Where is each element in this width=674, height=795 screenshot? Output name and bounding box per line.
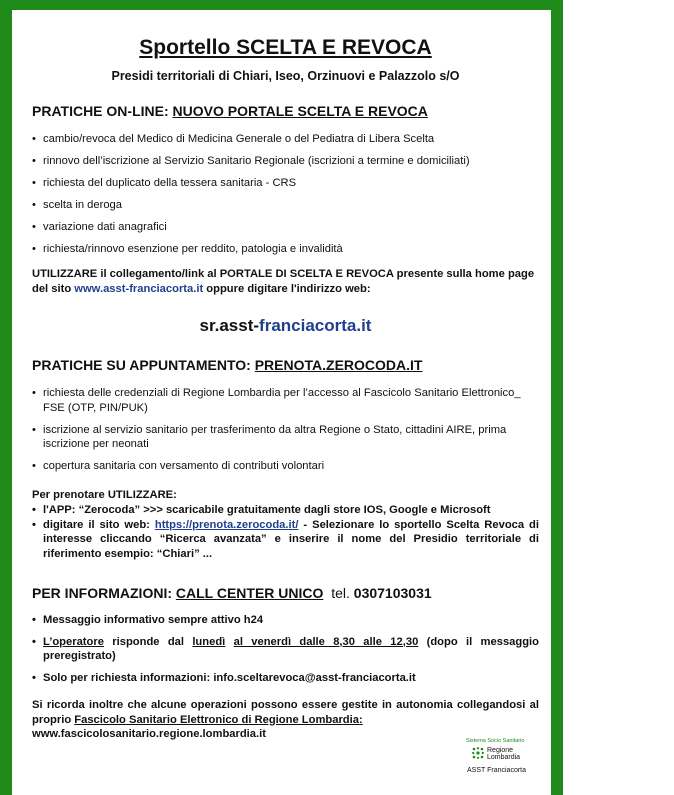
- section-online-prefix: PRATICHE ON-LINE:: [32, 103, 169, 119]
- section-appointment-heading: [32, 357, 422, 373]
- hours-note: (dopo il messaggio preregistrato): [43, 635, 539, 662]
- list-item: • cambio/revoca del Medico di Medicina Generale o del Pediatra di Libera Scelta: [32, 132, 539, 147]
- operator-text: L’operatore: [43, 635, 104, 648]
- info-item: [32, 635, 539, 664]
- list-item: • richiesta del duplicato della tessera sanitaria - CRS: [32, 176, 539, 191]
- info-list: [32, 613, 539, 685]
- logo-asst-text: ASST Franciacorta: [467, 767, 527, 774]
- section-info-prefix: PER INFORMAZIONI:: [32, 585, 172, 601]
- zerocoda-url-link[interactable]: https://prenota.zerocoda.it/: [154, 518, 299, 531]
- list-item: • iscrizione al servizio sanitario per trasferimento da altra Regione o Stato, cittadini AIRE, prima iscrizione per neonati: [32, 423, 539, 452]
- list-item: • scelta in deroga: [32, 198, 539, 213]
- page-title: Sportello SCELTA E REVOCA: [139, 36, 432, 59]
- hours-text-1: risponde dal: [112, 635, 184, 648]
- booking-app-item: • l'APP: “Zerocoda” >>> scaricabile gratuitamente dagli store IOS, Google e Microsoft: [32, 503, 539, 518]
- booking-title: Per prenotare UTILIZZARE:: [32, 489, 177, 501]
- list-item: • copertura sanitaria con versamento di contributi volontari: [32, 459, 539, 474]
- tel-label: tel.: [331, 585, 350, 601]
- page-subtitle: Presidi territoriali di Chiari, Iseo, Orzinuovi e Palazzolo s/O: [111, 69, 460, 83]
- zerocoda-link[interactable]: PRENOTA.ZEROCODA.IT: [254, 357, 423, 373]
- section-online-heading: [32, 103, 428, 119]
- booking-site-item: [32, 518, 539, 562]
- list-item: • richiesta delle credenziali di Regione Lombardia per l’accesso al Fascicolo Sanitario Elettronico_ FSE (OTP, PIN/PUK): [32, 386, 539, 415]
- portal-link[interactable]: NUOVO PORTALE SCELTA E REVOCA: [172, 103, 428, 119]
- portal-web-address[interactable]: [32, 316, 539, 336]
- logo-region-2: Lombardia: [487, 754, 521, 761]
- fascicolo-link[interactable]: Fascicolo Sanitario Elettronico di Regione Lombardia:: [74, 713, 363, 726]
- flyer-page: [12, 10, 551, 795]
- instruction-text: UTILIZZARE il collegamento/link al PORTALE DI SCELTA E REVOCA presente sulla home page del sito: [32, 268, 535, 295]
- booking-list: [32, 503, 539, 561]
- fascicolo-url[interactable]: www.fascicolosanitario.regione.lombardia.it: [32, 728, 266, 740]
- asst-website-link[interactable]: www.asst-franciacorta.it: [74, 282, 204, 295]
- web-prefix: sr.asst-: [199, 316, 260, 335]
- logo-region-1: Regione: [487, 747, 514, 754]
- info-item: • Messaggio informativo sempre attivo h24: [32, 613, 539, 628]
- list-item: • variazione dati anagrafici: [32, 220, 539, 235]
- info-email-item[interactable]: • Solo per richiesta informazioni: info.sceltarevoca@asst-franciacorta.it: [32, 671, 539, 686]
- hours-day: lunedì: [192, 635, 226, 648]
- instruction-text-2: oppure digitare l'indirizzo web:: [206, 282, 371, 295]
- list-item: • rinnovo dell’iscrizione al Servizio Sanitario Regionale (iscrizioni a termine e domiciliati): [32, 154, 539, 169]
- regione-lombardia-logo: [450, 738, 540, 786]
- portal-instruction: [32, 267, 539, 296]
- call-center-label: CALL CENTER UNICO: [175, 585, 324, 601]
- hours-range: al venerdì dalle 8,30 alle 12,30: [233, 635, 419, 648]
- logo-region-text: [487, 747, 520, 761]
- section-info-heading: [32, 585, 432, 601]
- booking-site-text-2: - Selezionare lo sportello Scelta Revoca di interesse cliccando “Ricerca avanzata” e inserire il nome del Presidio territoriale di riferimento esempio: “Chiari” ...: [43, 518, 539, 560]
- phone-number[interactable]: 0307103031: [353, 585, 432, 601]
- footer-note-text: Si ricorda inoltre che alcune operazioni possono essere gestite in autonomia collegandosi al proprio: [32, 699, 539, 726]
- section-appointment-prefix: PRATICHE SU APPUNTAMENTO:: [32, 357, 251, 373]
- booking-site-text: digitare il sito web:: [43, 518, 150, 531]
- web-domain: franciacorta.it: [259, 316, 372, 335]
- online-services-list: [32, 132, 539, 257]
- logo-system-text: Sistema Socio Sanitario: [466, 738, 525, 744]
- appointment-services-list: [32, 386, 539, 474]
- rosa-camuna-icon: [472, 747, 484, 759]
- footer-note: [32, 698, 539, 742]
- list-item: • richiesta/rinnovo esenzione per reddito, patologia e invalidità: [32, 242, 539, 257]
